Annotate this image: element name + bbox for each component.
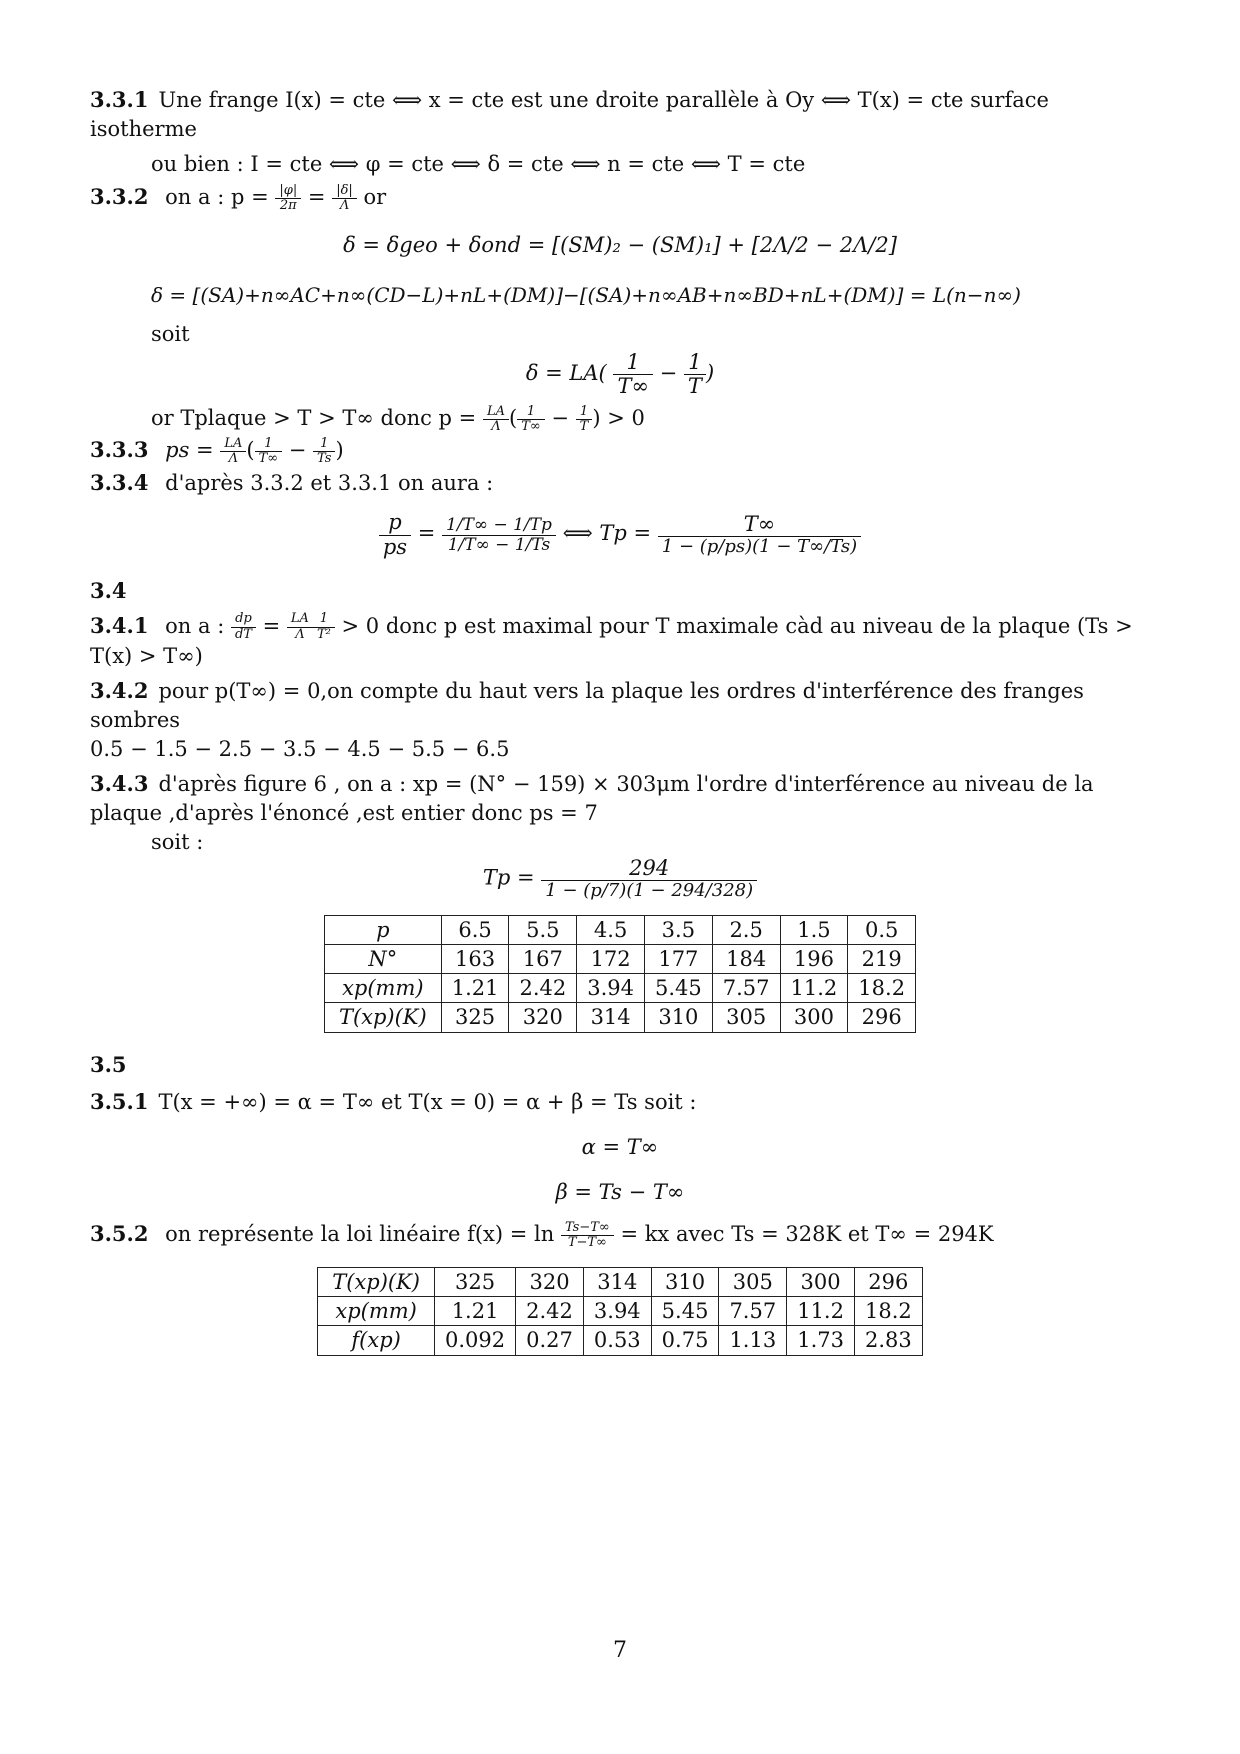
table-cell: 1.21 bbox=[441, 974, 509, 1003]
paragraph-text: on a : p = bbox=[165, 184, 269, 209]
section-number: 3.3.4 bbox=[90, 469, 149, 495]
row-header: N° bbox=[324, 944, 441, 973]
table-row bbox=[324, 915, 915, 944]
section-3-5-2: 3.5.2 on représente la loi linéaire f(x) = ln $\frac{Ts-T\infty}{T-T\infty}$ = kx avec Ts = 328K et T∞ = 294K bbox=[90, 1220, 994, 1251]
table-cell: 5.5 bbox=[509, 915, 577, 944]
row-header: xp(mm) bbox=[324, 974, 441, 1003]
table-row bbox=[318, 1297, 922, 1326]
section-number: 3.3.1 bbox=[90, 87, 149, 112]
table-cell: 0.5 bbox=[848, 915, 916, 944]
section-3-4-2 bbox=[90, 677, 1150, 764]
section-3-5-1 bbox=[90, 1088, 1150, 1207]
table-cell: 0.75 bbox=[651, 1326, 719, 1355]
table-row bbox=[324, 974, 915, 1003]
fraction: $\frac{294}{1 - (p/7)(1 - 294/328)}$ bbox=[541, 857, 757, 901]
display-equation: δ = δgeo + δond = [(SM)₂ − (SM)₁] + [2Λ/2 − 2Λ/2] bbox=[343, 233, 897, 258]
table-cell: 167 bbox=[509, 944, 577, 973]
table-cell: 320 bbox=[509, 1003, 577, 1032]
section-number: 3.3.2 bbox=[90, 183, 149, 209]
results-table-2 bbox=[317, 1267, 922, 1356]
display-equation: δ = [(SA)+n∞AC+n∞(CD−L)+nL+(DM)]−[(SA)+n∞AB+n∞BD+nL+(DM)] = L(n−n∞) bbox=[151, 283, 1021, 308]
table-cell: 2.83 bbox=[854, 1326, 922, 1355]
fraction: $\frac{1}{T}$ bbox=[684, 351, 706, 398]
table-cell: 1.5 bbox=[780, 915, 848, 944]
fraction: $\frac{LA}{\Lambda}$ bbox=[287, 612, 313, 642]
paragraph-text: 0.5 − 1.5 − 2.5 − 3.5 − 4.5 − 5.5 − 6.5 bbox=[90, 736, 510, 761]
paragraph-text: d'après 3.3.2 et 3.3.1 on aura : bbox=[165, 470, 494, 495]
fraction: $\frac{1}{Ts}$ bbox=[313, 437, 335, 467]
fraction: $\frac{1}{T\infty}$ bbox=[613, 351, 653, 398]
table-cell: 177 bbox=[645, 944, 713, 973]
table-cell: 314 bbox=[577, 1003, 645, 1032]
section-number: 3.3.3 bbox=[90, 437, 149, 463]
table-cell: 184 bbox=[712, 944, 780, 973]
table-row bbox=[324, 1003, 915, 1032]
section-number: 3.4.2 bbox=[90, 677, 149, 703]
table-cell: 18.2 bbox=[854, 1297, 922, 1326]
table-cell: 1.13 bbox=[719, 1326, 787, 1355]
fraction: $\frac{LA}{\Lambda}$ bbox=[220, 437, 246, 467]
section-3-4-3 bbox=[90, 770, 1150, 901]
row-header: f(xp) bbox=[318, 1326, 435, 1355]
table-cell: 2.42 bbox=[516, 1297, 584, 1326]
page-content bbox=[90, 86, 1150, 1366]
paragraph-text: ou bien : I = cte ⟺ φ = cte ⟺ δ = cte ⟺ n = cte ⟺ T = cte bbox=[151, 151, 806, 176]
section-3-5: 3.5 bbox=[90, 1051, 127, 1077]
paragraph-text: or Tplaque > T > T∞ donc p = $\frac{LA}{\Lambda}$ ( $\frac{1}{T\infty}$ − $\frac{1}{T}$ ) > 0 bbox=[151, 403, 645, 434]
fraction: $\frac{LA}{\Lambda}$ bbox=[483, 405, 509, 435]
paragraph-text: or bbox=[363, 184, 387, 209]
paragraph-text: T(x = +∞) = α = T∞ et T(x = 0) = α + β = Ts soit : bbox=[158, 1089, 697, 1114]
fraction: $\frac{1}{\text{T²}}$ bbox=[313, 612, 335, 642]
section-3-4-1: 3.4.1 on a : $\frac{dp}{dT}$ = $\frac{LA}{\Lambda}$ $\frac{1}{\text{T²}}$ > 0 donc p est maximal pour T maximale càd au niveau de la plaque (Ts > T(x) > T∞) bbox=[90, 611, 1133, 668]
section-number: 3.5.2 bbox=[90, 1221, 149, 1247]
table-cell: 325 bbox=[435, 1267, 516, 1296]
fraction: $\frac{T\infty}{1 - (p/ps)(1 - T\infty/Ts)}$ bbox=[658, 513, 861, 557]
table-cell: 310 bbox=[651, 1267, 719, 1296]
table-row bbox=[324, 944, 915, 973]
paragraph-text: d'après figure 6 , on a : xp = (N° − 159) × 303μm l'ordre d'interférence au niveau de la plaque ,d'après l'énoncé ,est entier donc ps = 7 bbox=[90, 771, 1094, 825]
fraction: $\frac{1}{T}$ bbox=[576, 405, 593, 435]
table-cell: 7.57 bbox=[719, 1297, 787, 1326]
row-header: p bbox=[324, 915, 441, 944]
row-header: T(xp)(K) bbox=[318, 1267, 435, 1296]
table-row bbox=[318, 1267, 922, 1296]
table-row bbox=[318, 1326, 922, 1355]
table-cell: 172 bbox=[577, 944, 645, 973]
display-equation: Tp = $\frac{294}{1 - (p/7)(1 - 294/328)}$ bbox=[90, 857, 1150, 901]
paragraph-text: soit : bbox=[151, 829, 204, 854]
section-number: 3.4.1 bbox=[90, 612, 149, 638]
section-3-3-2 bbox=[90, 183, 1150, 434]
section-number: 3.4.3 bbox=[90, 770, 149, 796]
section-3-3-4 bbox=[90, 469, 1150, 559]
table-cell: 3.5 bbox=[645, 915, 713, 944]
table-cell: 5.45 bbox=[645, 974, 713, 1003]
fraction: $\frac{|\varphi|}{2\pi}$ bbox=[275, 184, 301, 214]
table-cell: 325 bbox=[441, 1003, 509, 1032]
table-cell: 5.45 bbox=[651, 1297, 719, 1326]
section-number: 3.5.1 bbox=[90, 1088, 149, 1114]
row-header: T(xp)(K) bbox=[324, 1003, 441, 1032]
table-cell: 305 bbox=[719, 1267, 787, 1296]
display-equation: β = Ts − T∞ bbox=[555, 1179, 685, 1204]
table-cell: 305 bbox=[712, 1003, 780, 1032]
paragraph-text: > 0 donc p est maximal pour T maximale càd au niveau de la plaque (Ts > T(x) > T∞) bbox=[90, 613, 1133, 668]
table-cell: 7.57 bbox=[712, 974, 780, 1003]
display-equation: $\frac{p}{ps}$ = $\frac{1/T\infty - 1/Tp}{1/T\infty - 1/Ts}$ ⟺ Tp = $\frac{T\infty}{1 - (p/ps)(1 - T\infty/Ts)}$ bbox=[90, 511, 1150, 558]
table-cell: 11.2 bbox=[787, 1297, 855, 1326]
table-cell: 300 bbox=[787, 1267, 855, 1296]
table-cell: 296 bbox=[848, 1003, 916, 1032]
display-equation: α = T∞ bbox=[581, 1134, 659, 1159]
table-cell: 314 bbox=[583, 1267, 651, 1296]
fraction: $\frac{1/T\infty - 1/Tp}{1/T\infty - 1/Ts}$ bbox=[442, 516, 556, 554]
fraction: $\frac{1}{T\infty}$ bbox=[255, 437, 283, 467]
table-cell: 320 bbox=[516, 1267, 584, 1296]
table-cell: 0.53 bbox=[583, 1326, 651, 1355]
table-cell: 2.5 bbox=[712, 915, 780, 944]
table-cell: 0.092 bbox=[435, 1326, 516, 1355]
paragraph-text: pour p(T∞) = 0,on compte du haut vers la plaque les ordres d'interférence des franges sombres bbox=[90, 678, 1084, 732]
section-3-4: 3.4 bbox=[90, 577, 127, 603]
display-equation: δ = LA( $\frac{1}{T\infty}$ − $\frac{1}{T}$ ) bbox=[525, 349, 715, 398]
section-3-3-3: 3.3.3 ps = $\frac{LA}{\Lambda}$ ( $\frac{1}{T\infty}$ − $\frac{1}{Ts}$ ) bbox=[90, 435, 344, 467]
table-cell: 6.5 bbox=[441, 915, 509, 944]
equals-sign: = bbox=[307, 184, 326, 209]
page-number: 7 bbox=[613, 1638, 627, 1663]
row-header: xp(mm) bbox=[318, 1297, 435, 1326]
section-3-3-1 bbox=[90, 86, 1150, 179]
table-cell: 219 bbox=[848, 944, 916, 973]
table-cell: 3.94 bbox=[577, 974, 645, 1003]
fraction: $\frac{p}{ps}$ bbox=[379, 511, 411, 558]
fraction: $\frac{dp}{dT}$ bbox=[231, 612, 256, 642]
table-cell: 296 bbox=[854, 1267, 922, 1296]
table-cell: 3.94 bbox=[583, 1297, 651, 1326]
fraction: $\frac{|\delta|}{\Lambda}$ bbox=[332, 184, 357, 214]
table-cell: 11.2 bbox=[780, 974, 848, 1003]
table-cell: 18.2 bbox=[848, 974, 916, 1003]
table-cell: 4.5 bbox=[577, 915, 645, 944]
table-cell: 300 bbox=[780, 1003, 848, 1032]
fraction: $\frac{1}{T\infty}$ bbox=[517, 405, 545, 435]
paragraph-text: Une frange I(x) = cte ⟺ x = cte est une droite parallèle à Oy ⟺ T(x) = cte surface isotherme bbox=[90, 88, 1049, 141]
table-cell: 196 bbox=[780, 944, 848, 973]
table-cell: 310 bbox=[645, 1003, 713, 1032]
paragraph-text: soit bbox=[151, 321, 190, 346]
fraction: $\frac{Ts-T\infty}{T-T\infty}$ bbox=[561, 1221, 614, 1251]
table-cell: 163 bbox=[441, 944, 509, 973]
table-cell: 1.73 bbox=[787, 1326, 855, 1355]
results-table-1 bbox=[324, 915, 916, 1033]
table-cell: 1.21 bbox=[435, 1297, 516, 1326]
table-cell: 2.42 bbox=[509, 974, 577, 1003]
table-cell: 0.27 bbox=[516, 1326, 584, 1355]
